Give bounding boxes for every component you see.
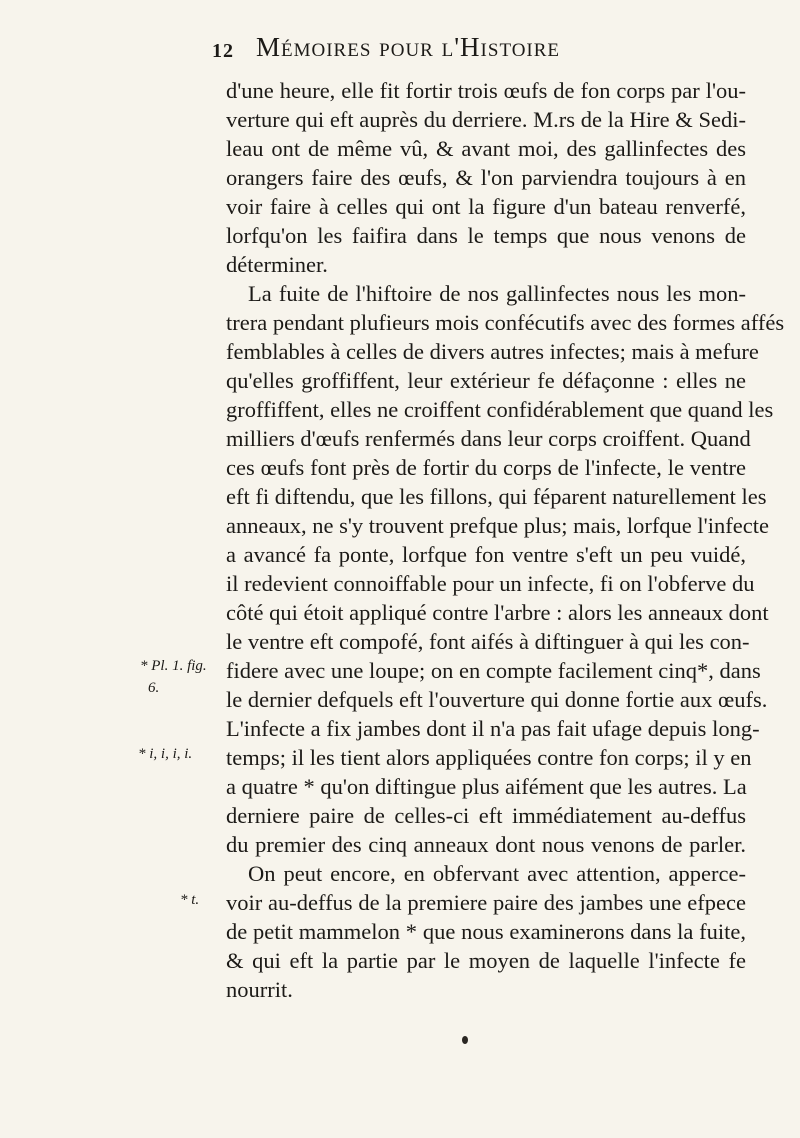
text-line: le dernier defquels eft l'ouverture qui donne fortie aux œufs. (226, 687, 768, 712)
text-line: orangers faire des œufs, & l'on parviendra toujours à en (226, 165, 746, 190)
margin-note-fig-number: 6. (148, 680, 160, 696)
text-line: voir au-deffus de la premiere paire des jambes une efpece (226, 890, 746, 915)
text-line: leau ont de même vû, & avant moi, des gallinfectes des (226, 136, 746, 161)
text-line: a avancé fa ponte, lorfque fon ventre s'eft un peu vuidé, (226, 542, 746, 567)
text-line: qu'elles groffiffent, leur extérieur fe défaçonne : elles ne (226, 368, 746, 393)
text-line: L'infecte a fix jambes dont il n'a pas fait ufage depuis long- (226, 716, 760, 741)
text-line: ces œufs font près de fortir du corps de l'infecte, le ventre (226, 455, 746, 480)
text-line: fidere avec une loupe; on en compte facilement cinq*, dans (226, 658, 761, 683)
margin-note-legs-ref: * i, i, i, i. (138, 746, 193, 762)
margin-note-mammelon-ref: * t. (180, 892, 200, 908)
text-line: milliers d'œufs renfermés dans leur corps croiffent. Quand (226, 426, 751, 451)
text-line: d'une heure, elle fit fortir trois œufs de fon corps par l'ou- (226, 78, 746, 103)
text-line: nourrit. (226, 977, 293, 1002)
text-line: il redevient connoiffable pour un infecte, fi on l'obferve du (226, 571, 755, 596)
text-line: La fuite de l'hiftoire de nos gallinfectes nous les mon- (248, 281, 746, 306)
text-line: groffiffent, elles ne croiffent confidérablement que quand les (226, 397, 774, 422)
page-header (212, 30, 752, 70)
text-line: femblables à celles de divers autres infectes; mais à mefure (226, 339, 759, 364)
text-line: a quatre * qu'on diftingue plus aifément que les autres. La (226, 774, 747, 799)
text-line: voir faire à celles qui ont la figure d'un bateau renverfé, (226, 194, 746, 219)
text-line: eft fi diftendu, que les fillons, qui féparent naturellement les (226, 484, 767, 509)
ink-spot (462, 1036, 468, 1044)
text-line: trera pendant plufieurs mois confécutifs avec des formes affés (226, 310, 785, 335)
text-line: lorfqu'on les faifira dans le temps que nous venons de (226, 223, 746, 248)
text-line: le ventre eft compofé, font aifés à diftinguer à qui les con- (226, 629, 750, 654)
text-line: On peut encore, en obfervant avec attention, apperce- (248, 861, 746, 886)
text-line: temps; il les tient alors appliquées contre fon corps; il y en (226, 745, 752, 770)
text-line: anneaux, ne s'y trouvent prefque plus; mais, lorfque l'infecte (226, 513, 769, 538)
text-line: verture qui eft auprès du derriere. M.rs de la Hire & Sedi- (226, 107, 746, 132)
text-line: de petit mammelon * que nous examinerons dans la fuite, (226, 919, 746, 944)
text-line: & qui eft la partie par le moyen de laquelle l'infecte fe (226, 948, 746, 973)
text-line: côté qui étoit appliqué contre l'arbre : alors les anneaux dont (226, 600, 769, 625)
running-title: Mémoires pour l'Histoire (256, 32, 561, 62)
page-number: 12 (212, 40, 234, 62)
text-line: derniere paire de celles-ci eft immédiatement au-deffus (226, 803, 746, 828)
text-line: du premier des cinq anneaux dont nous venons de parler. (226, 832, 746, 857)
body-text (226, 76, 785, 1004)
margin-note-plate-ref: * Pl. 1. fig. (140, 658, 207, 674)
text-line: déterminer. (226, 252, 328, 277)
